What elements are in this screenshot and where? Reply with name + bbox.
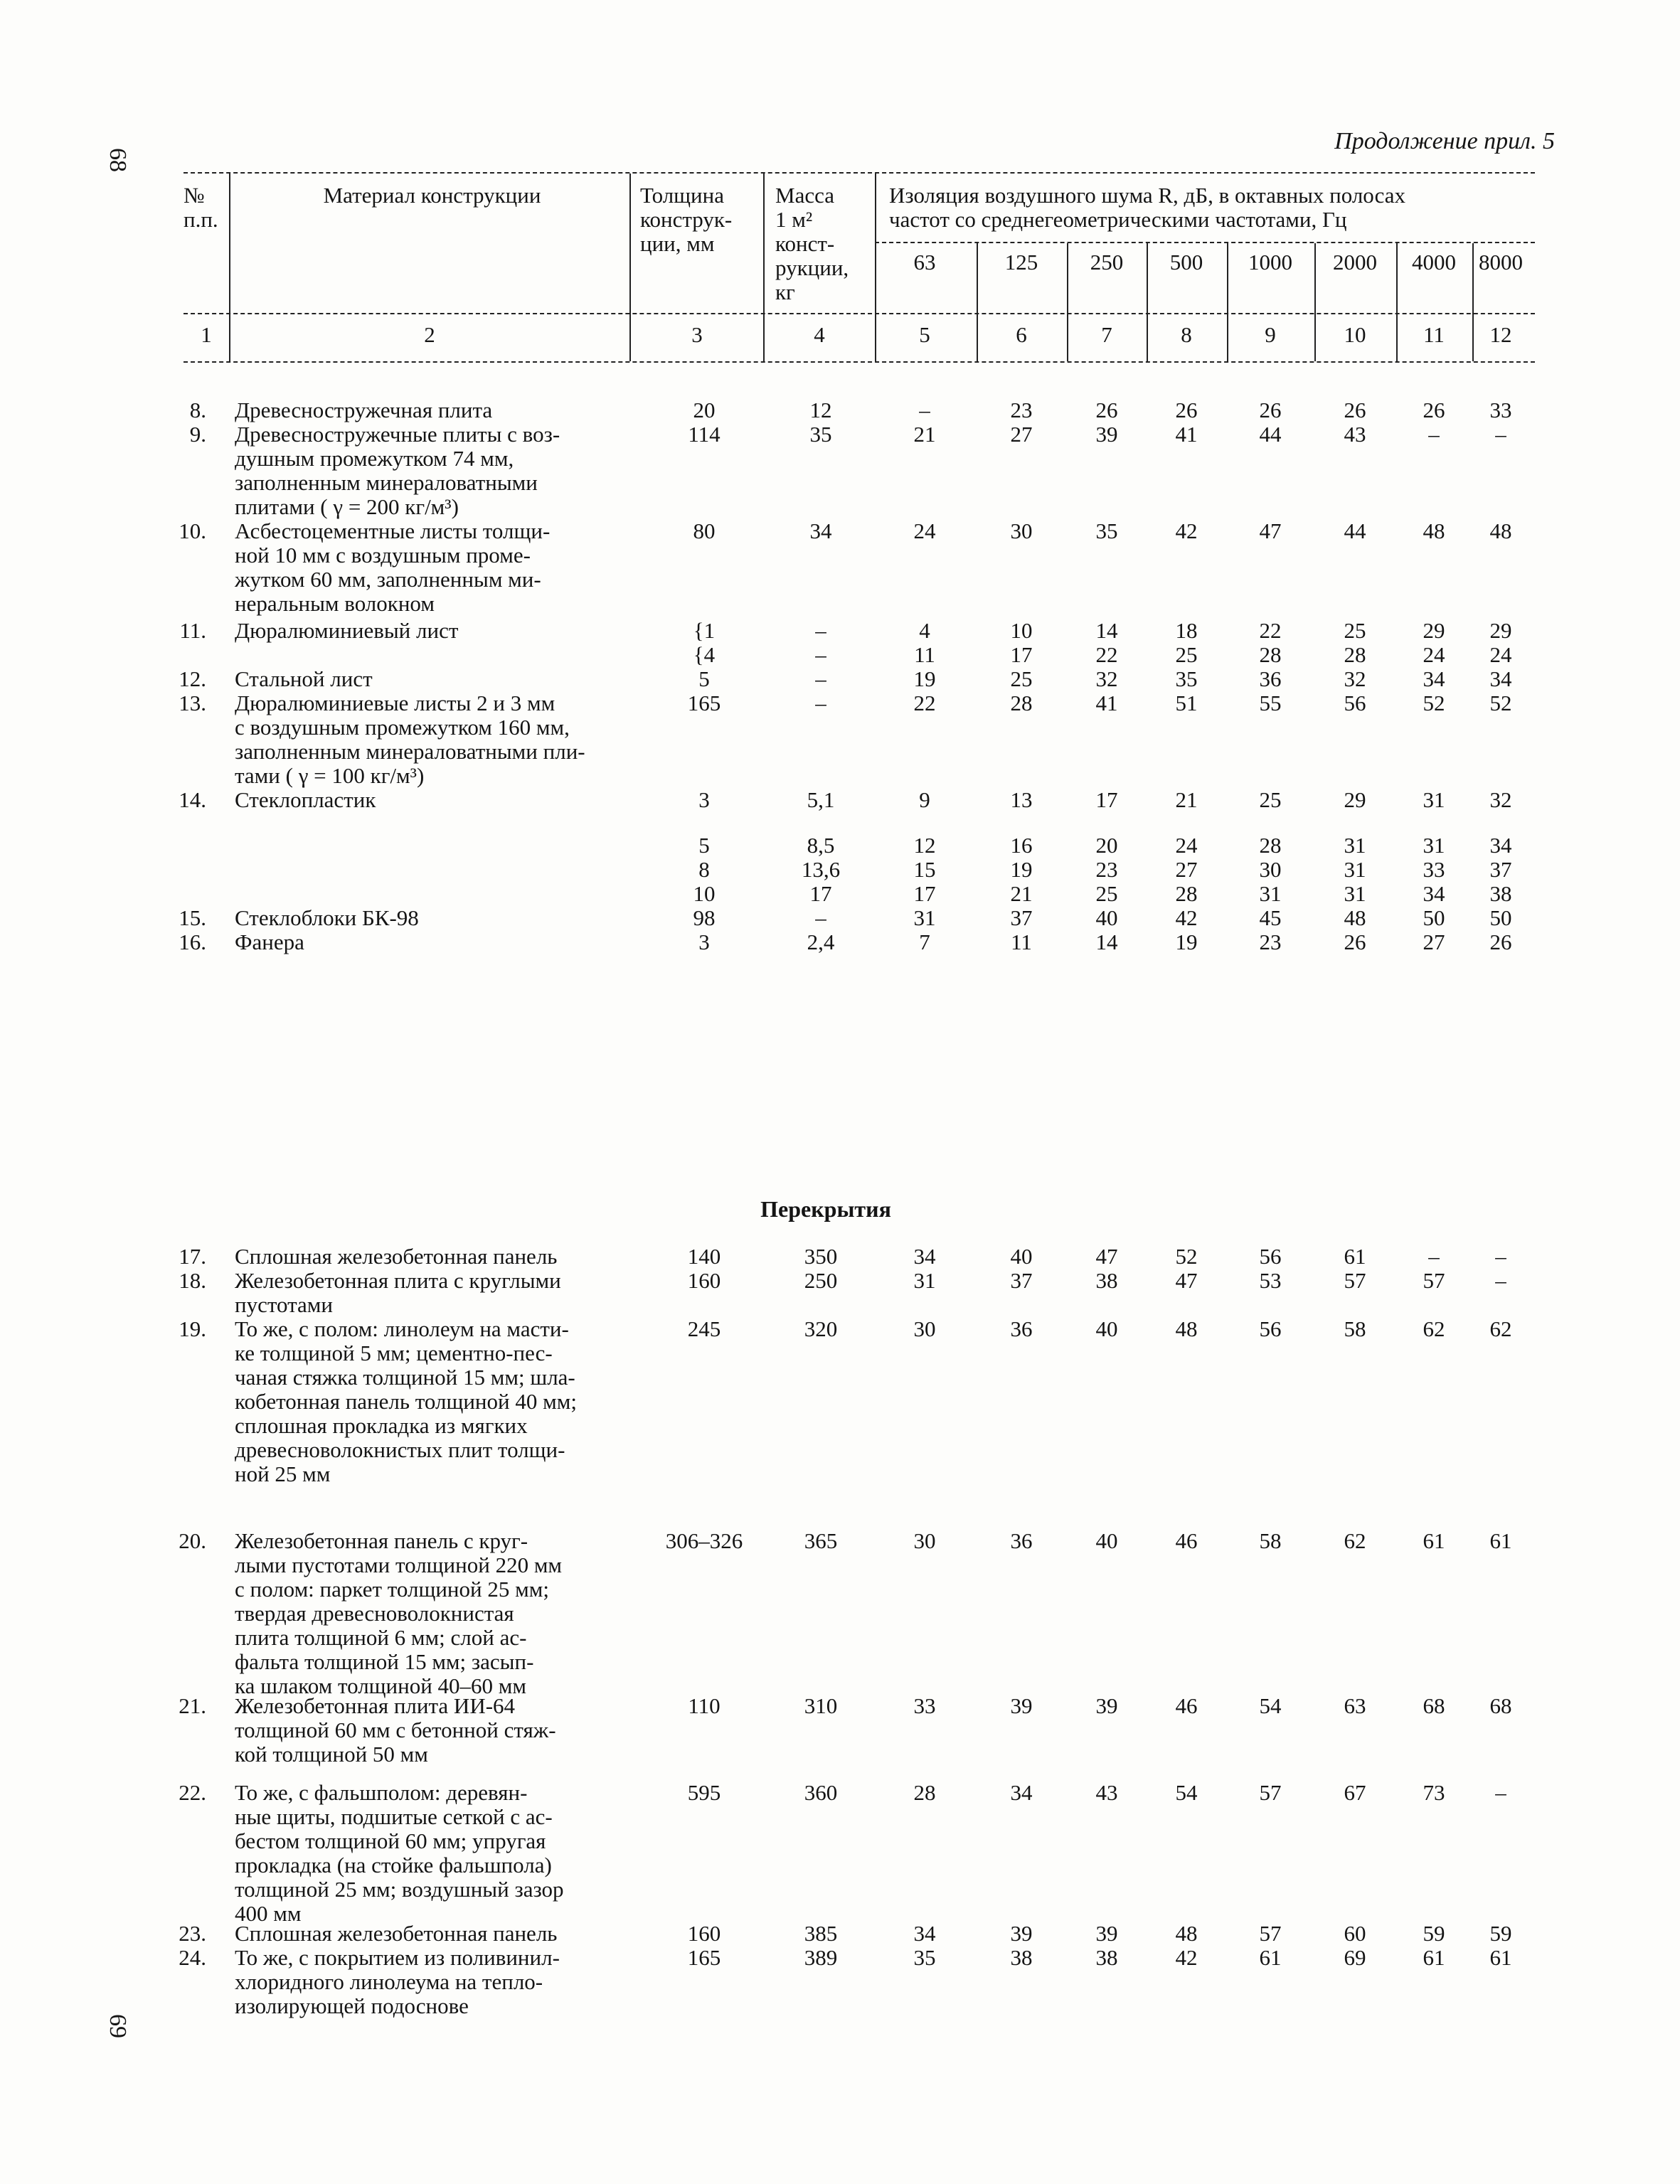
isolation-value-125: 21 — [1010, 881, 1033, 906]
header-thickness: Толщина конструк- ции, мм — [640, 183, 733, 256]
isolation-value-4000: 34 — [1423, 666, 1445, 691]
isolation-value-4000: 31 — [1423, 787, 1445, 812]
isolation-value-2000: 26 — [1344, 398, 1366, 422]
isolation-value-2000: 31 — [1344, 833, 1366, 858]
isolation-value-2000: 31 — [1344, 881, 1366, 906]
header-no: № п.п. — [184, 183, 218, 232]
mass-value: 2,4 — [807, 929, 835, 954]
isolation-value-500: 21 — [1175, 787, 1198, 812]
header-isolation: Изоляция воздушного шума R, дБ, в октавных полосах частот со среднегеометрическими частотами, Гц — [889, 183, 1405, 232]
header-freq-4000: 4000 — [1412, 250, 1456, 275]
isolation-value-1000: 47 — [1259, 518, 1282, 543]
isolation-value-500: 24 — [1175, 833, 1198, 858]
isolation-value-2000: 67 — [1344, 1780, 1366, 1805]
isolation-value-125: 39 — [1010, 1693, 1033, 1718]
isolation-value-500: 46 — [1175, 1693, 1198, 1718]
isolation-value-1000: 57 — [1259, 1780, 1282, 1805]
header-freq-2000: 2000 — [1333, 250, 1377, 275]
isolation-value-8000: 52 — [1489, 691, 1512, 715]
isolation-value-4000: 31 — [1423, 833, 1445, 858]
mass-value: 12 — [809, 398, 832, 422]
isolation-value-250: 22 — [1095, 642, 1118, 667]
isolation-value-2000: 63 — [1344, 1693, 1366, 1718]
isolation-value-125: 37 — [1010, 905, 1033, 930]
header-material: Материал конструкции — [323, 183, 541, 208]
isolation-value-8000: 24 — [1489, 642, 1512, 667]
isolation-value-2000: 44 — [1344, 518, 1366, 543]
material-name: То же, с фальшполом: деревян- ные щиты, подшитые сеткой с ас- бестом толщиной 60 мм; упругая прокладка (на стойке фальшпола) толщиной 25 мм; воздушный зазор 400 мм — [235, 1780, 564, 1926]
isolation-value-63: 28 — [913, 1780, 936, 1805]
isolation-value-63: 33 — [913, 1693, 936, 1718]
isolation-value-1000: 44 — [1259, 422, 1282, 447]
isolation-value-125: 30 — [1010, 518, 1033, 543]
isolation-value-2000: 29 — [1344, 787, 1366, 812]
isolation-value-250: 41 — [1095, 691, 1118, 715]
page-number-bottom: 69 — [105, 2014, 131, 2038]
isolation-value-1000: 36 — [1259, 666, 1282, 691]
isolation-value-500: 18 — [1175, 618, 1198, 643]
mass-value: – — [815, 691, 826, 715]
row-number: 12. — [179, 666, 206, 691]
isolation-value-2000: 32 — [1344, 666, 1366, 691]
row-number: 11. — [179, 618, 206, 643]
isolation-value-4000: 61 — [1423, 1945, 1445, 1970]
header-freq-250: 250 — [1090, 250, 1124, 275]
mass-value: 5,1 — [807, 787, 835, 812]
header-colnum-7: 7 — [1101, 322, 1112, 347]
isolation-value-63: 30 — [913, 1316, 936, 1341]
thickness-value: 165 — [687, 1945, 721, 1970]
isolation-value-1000: 30 — [1259, 857, 1282, 882]
isolation-value-8000: 61 — [1489, 1528, 1512, 1553]
isolation-value-4000: 48 — [1423, 518, 1445, 543]
thickness-value: 10 — [693, 881, 716, 906]
isolation-value-63: 11 — [914, 642, 935, 667]
isolation-value-125: 27 — [1010, 422, 1033, 447]
isolation-value-500: 42 — [1175, 1945, 1198, 1970]
header-colnum-4: 4 — [814, 322, 825, 347]
row-number: 10. — [179, 518, 206, 543]
isolation-value-4000: 52 — [1423, 691, 1445, 715]
isolation-value-63: 31 — [913, 1268, 936, 1293]
isolation-value-4000: 24 — [1423, 642, 1445, 667]
row-number: 17. — [179, 1244, 206, 1269]
thickness-value: 98 — [693, 905, 716, 930]
row-number: 22. — [179, 1780, 206, 1805]
thickness-value: {4 — [693, 642, 716, 667]
isolation-value-63: 24 — [913, 518, 936, 543]
isolation-value-250: 40 — [1095, 1316, 1118, 1341]
isolation-value-8000: 32 — [1489, 787, 1512, 812]
isolation-value-125: 11 — [1011, 929, 1032, 954]
header-mass: Масса 1 м² конст- рукции, кг — [775, 183, 849, 304]
row-number: 21. — [179, 1693, 206, 1718]
isolation-value-63: – — [919, 398, 930, 422]
isolation-value-63: 34 — [913, 1244, 936, 1269]
mass-value: 13,6 — [801, 857, 841, 882]
isolation-value-1000: 55 — [1259, 691, 1282, 715]
header-freq-63: 63 — [913, 250, 936, 275]
isolation-value-63: 15 — [913, 857, 936, 882]
mass-value: 250 — [804, 1268, 838, 1293]
isolation-value-1000: 22 — [1259, 618, 1282, 643]
header-colnum-6: 6 — [1016, 322, 1027, 347]
isolation-value-63: 12 — [913, 833, 936, 858]
mass-value: – — [815, 905, 826, 930]
isolation-value-8000: – — [1495, 1268, 1506, 1293]
material-name: То же, с полом: линолеум на масти- ке толщиной 5 мм; цементно-пес- чаная стяжка толщиной 15 мм; шла- кобетонная панель толщиной 40 мм; сплошная прокладка из мягких древесноволокнистых плит толщи- ной 25 мм — [235, 1316, 577, 1486]
continuation-label: Продолжение прил. 5 — [1334, 128, 1555, 154]
material-name: Древесностружечные плиты с воз- душным промежутком 74 мм, заполненным минераловатными плитами ( γ = 200 кг/м³) — [235, 422, 560, 519]
isolation-value-500: 41 — [1175, 422, 1198, 447]
isolation-value-8000: 37 — [1489, 857, 1512, 882]
isolation-value-8000: 50 — [1489, 905, 1512, 930]
header-colnum-8: 8 — [1181, 322, 1192, 347]
isolation-value-1000: 53 — [1259, 1268, 1282, 1293]
material-name: Дюралюминиевый лист — [235, 618, 459, 643]
isolation-value-250: 38 — [1095, 1268, 1118, 1293]
isolation-value-63: 35 — [913, 1945, 936, 1970]
isolation-value-4000: 68 — [1423, 1693, 1445, 1718]
mass-value: 350 — [804, 1244, 838, 1269]
material-name: Железобетонная плита с круглыми пустотами — [235, 1268, 561, 1317]
isolation-value-125: 38 — [1010, 1945, 1033, 1970]
isolation-value-125: 13 — [1010, 787, 1033, 812]
isolation-value-500: 35 — [1175, 666, 1198, 691]
isolation-value-8000: 61 — [1489, 1945, 1512, 1970]
isolation-value-500: 26 — [1175, 398, 1198, 422]
mass-value: 389 — [804, 1945, 838, 1970]
material-name: Стеклопластик — [235, 787, 376, 812]
isolation-value-8000: 62 — [1489, 1316, 1512, 1341]
thickness-value: 3 — [698, 787, 710, 812]
row-number: 24. — [179, 1945, 206, 1970]
thickness-value: 3 — [698, 929, 710, 954]
isolation-value-500: 51 — [1175, 691, 1198, 715]
material-name: Стеклоблоки БК-98 — [235, 905, 419, 930]
section-title-perekrytiya: Перекрытия — [760, 1196, 891, 1222]
isolation-value-4000: – — [1428, 1244, 1440, 1269]
isolation-value-125: 28 — [1010, 691, 1033, 715]
isolation-value-63: 22 — [913, 691, 936, 715]
isolation-value-4000: – — [1428, 422, 1440, 447]
material-name: Железобетонная панель с круг- лыми пустотами толщиной 220 мм с полом: паркет толщиной 25 мм; твердая древесноволокнистая плита толщиной 6 мм; слой ас- фальта толщиной 15 мм; засып- ка шлаком толщиной 40–60 мм — [235, 1528, 563, 1698]
header-colnum-3: 3 — [691, 322, 703, 347]
isolation-value-500: 42 — [1175, 905, 1198, 930]
row-number: 13. — [179, 691, 206, 715]
mass-value: 385 — [804, 1921, 838, 1946]
mass-value: 8,5 — [807, 833, 835, 858]
isolation-value-8000: 26 — [1489, 929, 1512, 954]
row-number: 14. — [179, 787, 206, 812]
isolation-value-125: 23 — [1010, 398, 1033, 422]
thickness-value: 306–326 — [665, 1528, 743, 1553]
isolation-value-250: 14 — [1095, 929, 1118, 954]
isolation-value-4000: 73 — [1423, 1780, 1445, 1805]
header-colnum-5: 5 — [919, 322, 930, 347]
isolation-value-500: 46 — [1175, 1528, 1198, 1553]
isolation-value-500: 19 — [1175, 929, 1198, 954]
isolation-value-500: 48 — [1175, 1921, 1198, 1946]
isolation-value-1000: 26 — [1259, 398, 1282, 422]
material-name: Железобетонная плита ИИ-64 толщиной 60 мм с бетонной стяж- кой толщиной 50 мм — [235, 1693, 556, 1767]
row-number: 20. — [179, 1528, 206, 1553]
isolation-value-500: 27 — [1175, 857, 1198, 882]
isolation-value-250: 39 — [1095, 1693, 1118, 1718]
isolation-value-1000: 23 — [1259, 929, 1282, 954]
isolation-value-2000: 58 — [1344, 1316, 1366, 1341]
isolation-value-4000: 33 — [1423, 857, 1445, 882]
isolation-value-4000: 27 — [1423, 929, 1445, 954]
isolation-value-500: 52 — [1175, 1244, 1198, 1269]
isolation-value-8000: – — [1495, 422, 1506, 447]
isolation-value-4000: 50 — [1423, 905, 1445, 930]
row-number: 19. — [179, 1316, 206, 1341]
isolation-value-1000: 25 — [1259, 787, 1282, 812]
material-name: Сплошная железобетонная панель — [235, 1244, 558, 1269]
isolation-value-2000: 31 — [1344, 857, 1366, 882]
isolation-value-1000: 28 — [1259, 642, 1282, 667]
mass-value: 320 — [804, 1316, 838, 1341]
isolation-value-250: 47 — [1095, 1244, 1118, 1269]
isolation-value-125: 34 — [1010, 1780, 1033, 1805]
isolation-value-63: 34 — [913, 1921, 936, 1946]
header-freq-8000: 8000 — [1479, 250, 1523, 275]
isolation-value-2000: 62 — [1344, 1528, 1366, 1553]
isolation-value-2000: 69 — [1344, 1945, 1366, 1970]
isolation-value-1000: 57 — [1259, 1921, 1282, 1946]
isolation-value-1000: 58 — [1259, 1528, 1282, 1553]
isolation-value-250: 17 — [1095, 787, 1118, 812]
isolation-value-125: 36 — [1010, 1316, 1033, 1341]
isolation-value-125: 25 — [1010, 666, 1033, 691]
header-colnum-9: 9 — [1265, 322, 1276, 347]
isolation-value-4000: 29 — [1423, 618, 1445, 643]
isolation-value-2000: 56 — [1344, 691, 1366, 715]
isolation-value-8000: 34 — [1489, 666, 1512, 691]
isolation-value-2000: 43 — [1344, 422, 1366, 447]
thickness-value: 140 — [687, 1244, 721, 1269]
header-freq-125: 125 — [1004, 250, 1038, 275]
mass-value: 360 — [804, 1780, 838, 1805]
header-colnum-2: 2 — [424, 322, 435, 347]
material-name: Древесностружечная плита — [235, 398, 493, 422]
isolation-value-500: 48 — [1175, 1316, 1198, 1341]
isolation-value-1000: 45 — [1259, 905, 1282, 930]
material-name: Фанера — [235, 929, 304, 954]
mass-value: 34 — [809, 518, 832, 543]
isolation-value-125: 19 — [1010, 857, 1033, 882]
isolation-value-125: 39 — [1010, 1921, 1033, 1946]
isolation-value-250: 40 — [1095, 1528, 1118, 1553]
header-colnum-12: 12 — [1489, 322, 1512, 347]
row-number: 23. — [179, 1921, 206, 1946]
isolation-value-1000: 28 — [1259, 833, 1282, 858]
thickness-value: 114 — [688, 422, 721, 447]
isolation-value-8000: 59 — [1489, 1921, 1512, 1946]
isolation-value-2000: 60 — [1344, 1921, 1366, 1946]
isolation-value-125: 37 — [1010, 1268, 1033, 1293]
isolation-value-63: 9 — [919, 787, 930, 812]
isolation-value-8000: 38 — [1489, 881, 1512, 906]
thickness-value: 80 — [693, 518, 716, 543]
thickness-value: 160 — [687, 1268, 721, 1293]
isolation-value-250: 38 — [1095, 1945, 1118, 1970]
mass-value: – — [815, 618, 826, 643]
thickness-value: {1 — [693, 618, 716, 643]
isolation-value-250: 20 — [1095, 833, 1118, 858]
mass-value: – — [815, 642, 826, 667]
isolation-value-500: 25 — [1175, 642, 1198, 667]
isolation-value-2000: 57 — [1344, 1268, 1366, 1293]
isolation-value-125: 16 — [1010, 833, 1033, 858]
isolation-value-63: 30 — [913, 1528, 936, 1553]
thickness-value: 20 — [693, 398, 716, 422]
isolation-value-1000: 61 — [1259, 1945, 1282, 1970]
material-name: Дюралюминиевые листы 2 и 3 мм с воздушным промежутком 160 мм, заполненным минераловатными пли- тами ( γ = 100 кг/м³) — [235, 691, 585, 788]
isolation-value-63: 31 — [913, 905, 936, 930]
isolation-value-125: 17 — [1010, 642, 1033, 667]
mass-value: 365 — [804, 1528, 838, 1553]
isolation-value-4000: 57 — [1423, 1268, 1445, 1293]
isolation-value-63: 21 — [913, 422, 936, 447]
thickness-value: 110 — [688, 1693, 721, 1718]
thickness-value: 8 — [698, 857, 710, 882]
isolation-value-4000: 26 — [1423, 398, 1445, 422]
isolation-value-8000: – — [1495, 1780, 1506, 1805]
isolation-value-4000: 61 — [1423, 1528, 1445, 1553]
isolation-value-125: 40 — [1010, 1244, 1033, 1269]
isolation-value-2000: 61 — [1344, 1244, 1366, 1269]
isolation-value-4000: 59 — [1423, 1921, 1445, 1946]
isolation-value-250: 35 — [1095, 518, 1118, 543]
isolation-value-250: 25 — [1095, 881, 1118, 906]
material-name: Сплошная железобетонная панель — [235, 1921, 558, 1946]
isolation-value-8000: – — [1495, 1244, 1506, 1269]
isolation-value-63: 4 — [919, 618, 930, 643]
isolation-value-250: 43 — [1095, 1780, 1118, 1805]
isolation-value-8000: 48 — [1489, 518, 1512, 543]
isolation-value-250: 39 — [1095, 1921, 1118, 1946]
header-colnum-10: 10 — [1344, 322, 1366, 347]
material-name: Стальной лист — [235, 666, 373, 691]
thickness-value: 160 — [687, 1921, 721, 1946]
row-number: 8. — [189, 398, 206, 422]
row-number: 9. — [189, 422, 206, 447]
thickness-value: 5 — [698, 833, 710, 858]
isolation-value-2000: 48 — [1344, 905, 1366, 930]
isolation-value-63: 19 — [913, 666, 936, 691]
isolation-value-8000: 29 — [1489, 618, 1512, 643]
isolation-value-250: 14 — [1095, 618, 1118, 643]
isolation-value-250: 32 — [1095, 666, 1118, 691]
material-name: То же, с покрытием из поливинил- хлоридного линолеума на тепло- изолирующей подоснове — [235, 1945, 560, 2018]
isolation-value-2000: 26 — [1344, 929, 1366, 954]
isolation-value-8000: 33 — [1489, 398, 1512, 422]
header-colnum-1: 1 — [201, 322, 212, 347]
isolation-value-500: 28 — [1175, 881, 1198, 906]
mass-value: 310 — [804, 1693, 838, 1718]
header-colnum-11: 11 — [1423, 322, 1445, 347]
isolation-value-8000: 68 — [1489, 1693, 1512, 1718]
isolation-value-4000: 34 — [1423, 881, 1445, 906]
isolation-value-500: 42 — [1175, 518, 1198, 543]
isolation-value-1000: 54 — [1259, 1693, 1282, 1718]
isolation-value-125: 10 — [1010, 618, 1033, 643]
isolation-value-250: 40 — [1095, 905, 1118, 930]
isolation-value-8000: 34 — [1489, 833, 1512, 858]
isolation-value-500: 54 — [1175, 1780, 1198, 1805]
isolation-value-500: 47 — [1175, 1268, 1198, 1293]
isolation-value-63: 17 — [913, 881, 936, 906]
mass-value: – — [815, 666, 826, 691]
thickness-value: 5 — [698, 666, 710, 691]
header-freq-500: 500 — [1169, 250, 1203, 275]
row-number: 18. — [179, 1268, 206, 1293]
isolation-value-125: 36 — [1010, 1528, 1033, 1553]
isolation-value-250: 23 — [1095, 857, 1118, 882]
mass-value: 35 — [809, 422, 832, 447]
isolation-value-63: 7 — [919, 929, 930, 954]
isolation-value-250: 26 — [1095, 398, 1118, 422]
isolation-value-2000: 28 — [1344, 642, 1366, 667]
row-number: 16. — [179, 929, 206, 954]
isolation-value-250: 39 — [1095, 422, 1118, 447]
thickness-value: 245 — [687, 1316, 721, 1341]
header-freq-1000: 1000 — [1248, 250, 1292, 275]
material-name: Асбестоцементные листы толщи- ной 10 мм с воздушным проме- жутком 60 мм, заполненным ми- неральным волокном — [235, 518, 551, 616]
row-number: 15. — [179, 905, 206, 930]
isolation-value-4000: 62 — [1423, 1316, 1445, 1341]
isolation-value-1000: 56 — [1259, 1244, 1282, 1269]
isolation-value-2000: 25 — [1344, 618, 1366, 643]
mass-value: 17 — [809, 881, 832, 906]
thickness-value: 165 — [687, 691, 721, 715]
page-number-top: 68 — [105, 148, 131, 172]
thickness-value: 595 — [687, 1780, 721, 1805]
isolation-value-1000: 56 — [1259, 1316, 1282, 1341]
isolation-value-1000: 31 — [1259, 881, 1282, 906]
